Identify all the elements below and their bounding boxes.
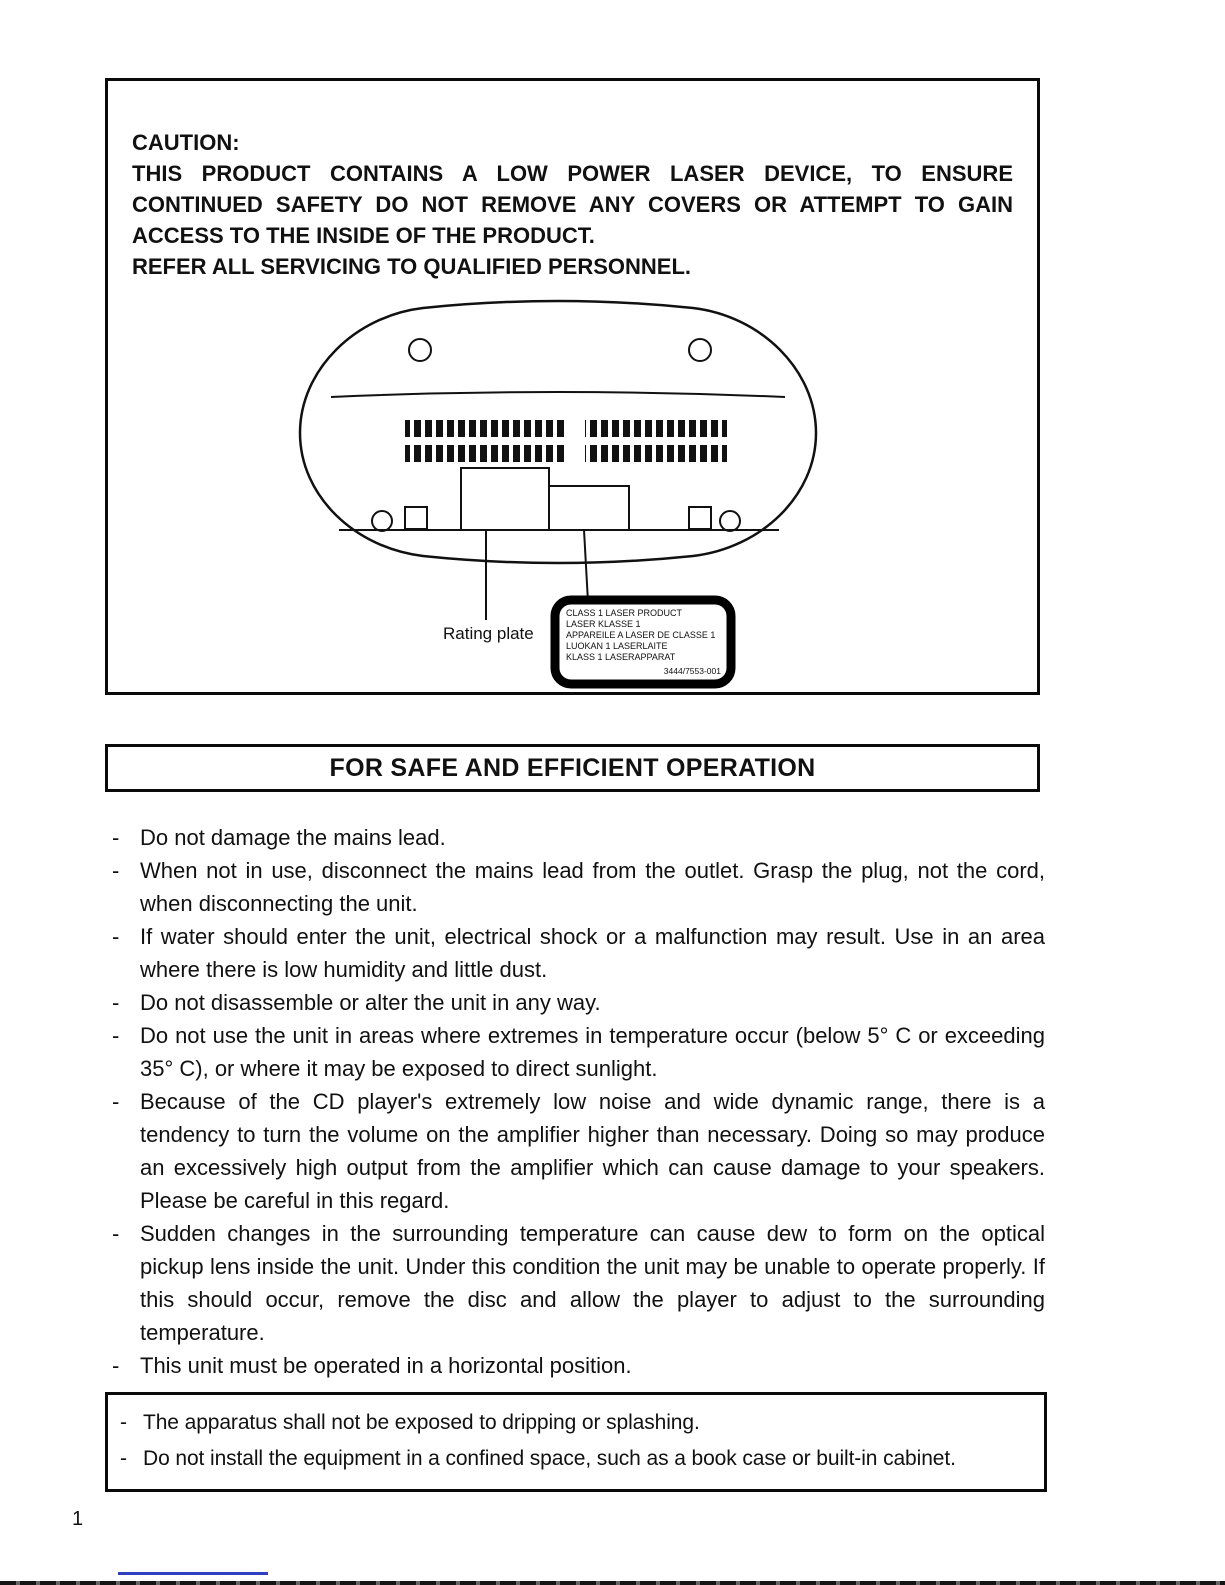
laser-label-part-number: 3444/7553-001 [663, 666, 721, 676]
vent-slots [585, 420, 727, 437]
foot-icon [720, 511, 740, 531]
scan-edge-artifact [0, 1581, 1225, 1585]
caution-line: THIS PRODUCT CONTAINS A LOW POWER LASER DEVICE, TO ENSURE [132, 161, 1013, 186]
item-text: This unit must be operated in a horizontal position. [140, 1353, 632, 1378]
vent-slots [585, 445, 727, 462]
caution-line: CONTINUED SAFETY DO NOT REMOVE ANY COVERS OR ATTEMPT TO GAIN [132, 192, 1013, 217]
caution-title: CAUTION: [132, 130, 240, 155]
list-item [105, 1085, 1045, 1217]
item-bullet: - [112, 1221, 120, 1246]
item-text: Do not damage the mains lead. [140, 825, 446, 850]
item-bullet: - [112, 1023, 120, 1048]
section-title: FOR SAFE AND EFFICIENT OPERATION [329, 753, 816, 782]
list-item [110, 1441, 1032, 1477]
list-item [105, 1217, 1045, 1349]
vent-slots [405, 420, 565, 437]
item-bullet: - [112, 825, 120, 850]
item-text: When not in use, disconnect the mains lead from the outlet. Grasp the plug, not the cord, when disconnecting the unit. [140, 858, 1045, 916]
list-item [110, 1405, 1032, 1441]
foot-icon [372, 511, 392, 531]
item-text: The apparatus shall not be exposed to dripping or splashing. [143, 1411, 700, 1434]
caution-box [105, 78, 1040, 695]
item-text: Do not use the unit in areas where extremes in temperature occur (below 5° C or exceeding 35° C), or where it may be exposed to direct sunlight. [140, 1023, 1045, 1081]
list-item [105, 1349, 1045, 1382]
laser-label-line: LUOKAN 1 LASERLAITE [565, 641, 668, 651]
laser-label-line: CLASS 1 LASER PRODUCT [565, 608, 682, 618]
item-text: Sudden changes in the surrounding temperature can cause dew to form on the optical pickup lens inside the unit. Under this condition the unit may be unable to operate properly. If this should occur, remove the disc and allow the player to adjust to the surrounding temperature. [140, 1221, 1045, 1345]
item-bullet: - [112, 924, 120, 949]
footer-warning-box [105, 1392, 1047, 1492]
caution-line: ACCESS TO THE INSIDE OF THE PRODUCT. [132, 223, 595, 248]
page-number: 1 [72, 1508, 84, 1530]
item-bullet: - [112, 858, 120, 883]
item-bullet: - [120, 1447, 127, 1470]
item-bullet: - [112, 990, 120, 1015]
laser-label-line: KLASS 1 LASERAPPARAT [565, 652, 675, 662]
blue-underline-artifact [118, 1572, 268, 1575]
device-bottom-view-diagram [293, 298, 853, 698]
item-bullet: - [120, 1411, 127, 1434]
item-text: Do not install the equipment in a confined space, such as a book case or built-in cabinet. [143, 1447, 956, 1470]
laser-label-position [549, 486, 629, 530]
item-text: If water should enter the unit, electrical shock or a malfunction may result. Use in an area where there is low humidity and little dust. [140, 924, 1045, 982]
caution-line: REFER ALL SERVICING TO QUALIFIED PERSONNEL. [132, 254, 692, 279]
panel-divider-line [331, 392, 785, 397]
rating-plate-position [461, 468, 549, 530]
screw-hole-icon [689, 339, 711, 361]
list-item [105, 986, 1045, 1019]
item-bullet: - [112, 1353, 120, 1378]
item-bullet: - [112, 1089, 120, 1114]
list-item [105, 920, 1045, 986]
vent-slots [405, 445, 565, 462]
fixing-square [405, 507, 427, 529]
laser-label-line: LASER KLASSE 1 [565, 619, 641, 629]
rating-plate-caption: Rating plate [442, 624, 534, 643]
list-item [105, 1019, 1045, 1085]
item-text: Do not disassemble or alter the unit in any way. [140, 990, 601, 1015]
list-item [105, 821, 1045, 854]
screw-hole-icon [409, 339, 431, 361]
list-item [105, 854, 1045, 920]
leader-line [584, 530, 588, 602]
fixing-square [689, 507, 711, 529]
safety-list [105, 821, 1045, 1382]
item-text: Because of the CD player's extremely low noise and wide dynamic range, there is a tendency to turn the volume on the amplifier higher than necessary. Doing so may produce an excessively high output from the amplifier which can cause damage to your speakers. Please be careful in this regard. [140, 1089, 1045, 1213]
laser-label-line: APPAREILE A LASER DE CLASSE 1 [565, 630, 715, 640]
safety-title-box [105, 744, 1040, 792]
